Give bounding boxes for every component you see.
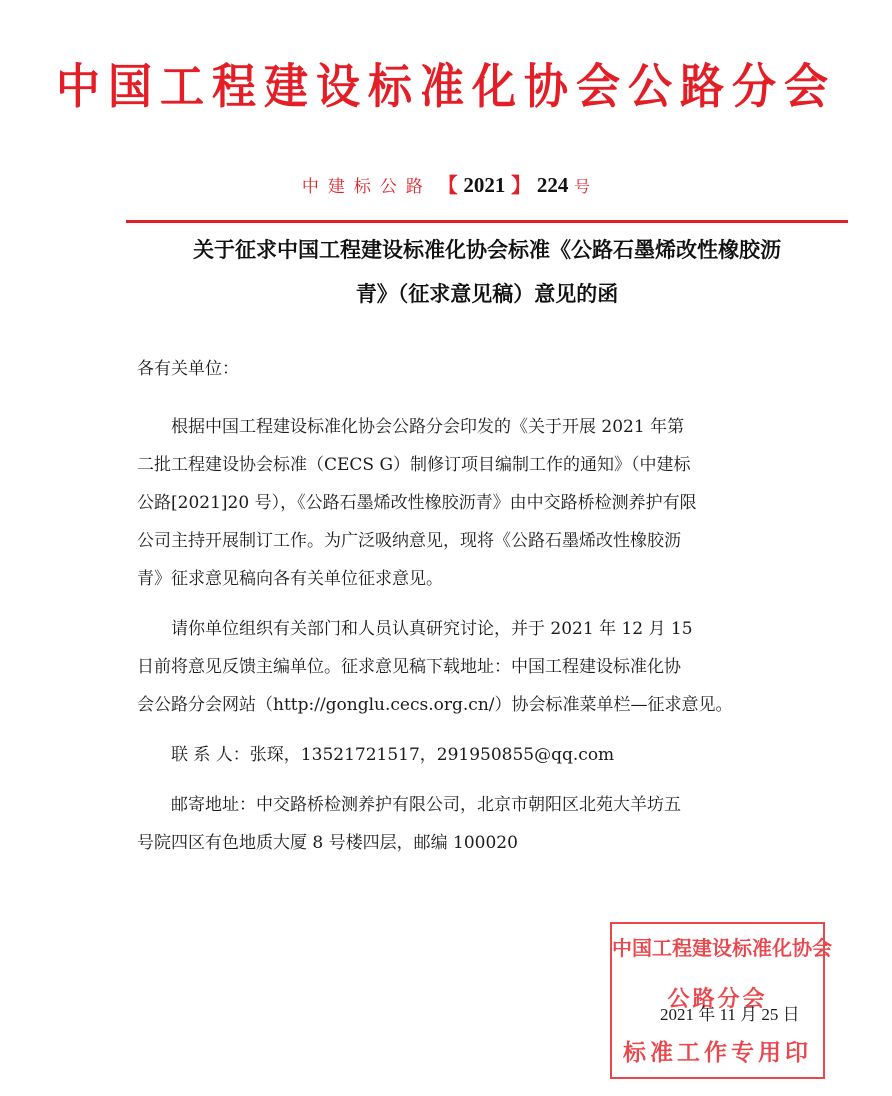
title-line-1: 关于征求中国工程建设标准化协会标准《公路石墨烯改性橡胶沥 [193,238,781,262]
doc-number-bracket-close: 】 [511,173,532,197]
doc-number-serial: 224 [536,173,569,197]
document-title [124,228,850,316]
paragraph-1-line: 青》征求意见稿向各有关单位征求意见。 [137,569,443,589]
paragraph-2 [137,610,837,724]
doc-number-prefix: 中建标公路 [301,177,432,197]
organization-header: 中国工程建设标准化协会公路分会 [56,59,836,115]
issue-date: 2021 年 11 月 25 日 [660,1005,800,1024]
salutation: 各有关单位： [137,359,239,379]
stamp-line-2: 公路分会 [667,987,768,1012]
paragraph-2-line: 会公路分会网站（http://gonglu.cecs.org.cn/）协会标准菜单栏—征求意见。 [137,695,733,715]
letter-body [137,350,837,862]
paragraph-1-line: 二批工程建设协会标准（CECS G）制修订项目编制工作的通知》（中建标 [137,455,691,475]
paragraph-1-line: 根据中国工程建设标准化协会公路分会印发的《关于开展 2021 年第 [137,417,685,437]
paragraph-2-line: 请你单位组织有关部门和人员认真研究讨论，并于 2021 年 12 月 15 [137,619,693,639]
stamp-line-3: 标准工作专用印 [623,1040,812,1066]
doc-number-bracket-open: 【 [437,173,458,197]
title-line-2: 青》（征求意见稿）意见的函 [355,282,619,306]
document-number [0,170,892,202]
paragraph-1-line: 公司主持开展制订工作。为广泛吸纳意见，现将《公路石墨烯改性橡胶沥 [137,531,681,551]
paragraph-2-line: 日前将意见反馈主编单位。征求意见稿下载地址：中国工程建设标准化协 [137,657,681,677]
address-line: 号院四区有色地质大厦 8 号楼四层，邮编 100020 [137,833,518,853]
contact-line: 联 系 人：张琛，13521721517，291950855@qq.com [137,745,615,765]
paragraph-1-line: 公路[2021]20 号），《公路石墨烯改性橡胶沥青》由中交路桥检测养护有限 [137,493,697,513]
paragraph-1 [137,408,837,598]
mailing-address [137,786,837,862]
address-line: 邮寄地址：中交路桥检测养护有限公司，北京市朝阳区北苑大羊坊五 [137,795,681,815]
stamp-line-1: 中国工程建设标准化协会 [612,936,832,960]
doc-number-suffix: 号 [574,177,591,196]
doc-number-year: 2021 [463,173,506,197]
red-divider-line [126,220,848,223]
